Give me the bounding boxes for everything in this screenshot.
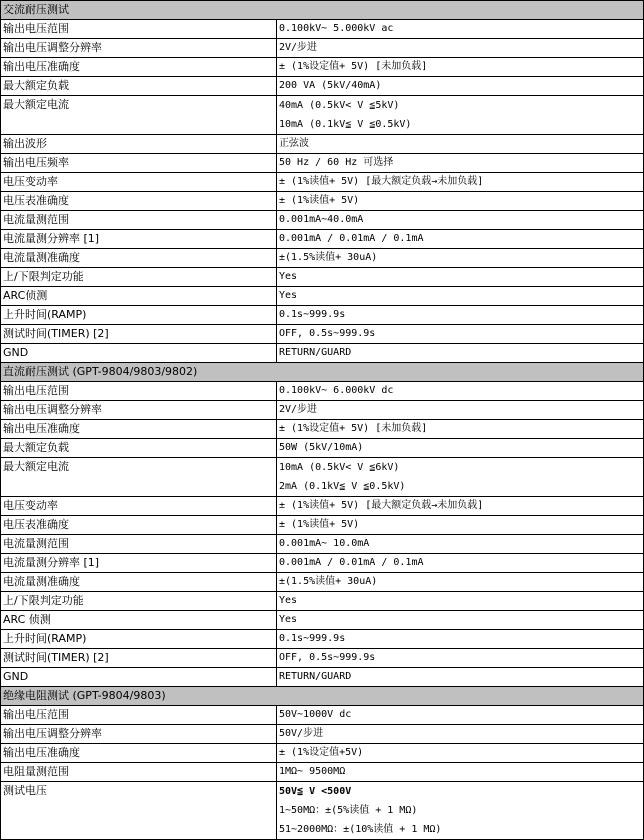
spec-value-line: 10mA (0.1kV≦ V ≦0.5kV) [279, 119, 412, 130]
spec-value: ±(1.5%读值+ 30uA) [277, 573, 644, 592]
spec-value: Yes [277, 611, 644, 630]
spec-row [1, 268, 644, 287]
spec-label: 输出电压准确度 [1, 420, 277, 439]
spec-row [1, 516, 644, 535]
spec-value: ± (1%读值+ 5V) [最大额定负载→未加负载] [277, 497, 644, 516]
spec-value-line: 2mA (0.1kV≦ V ≦0.5kV) [279, 481, 406, 492]
spec-label: 输出波形 [1, 135, 277, 154]
spec-row [1, 135, 644, 154]
spec-value-line: 40mA (0.5kV< V ≦5kV) [279, 100, 400, 111]
spec-label: 上/下限判定功能 [1, 268, 277, 287]
section-title: 绝缘电阻测试 (GPT-9804/9803) [1, 687, 644, 706]
spec-row [1, 611, 644, 630]
spec-value: Yes [277, 287, 644, 306]
spec-label: 上升时间(RAMP) [1, 630, 277, 649]
spec-value: 0.001mA~ 10.0mA [277, 535, 644, 554]
spec-label: 最大额定电流 [1, 96, 277, 135]
spec-row [1, 763, 644, 782]
spec-value: OFF, 0.5s~999.9s [277, 325, 644, 344]
spec-value: 2V/步进 [277, 39, 644, 58]
spec-label: 电流量测准确度 [1, 573, 277, 592]
spec-label: GND [1, 344, 277, 363]
spec-table-body [1, 1, 644, 840]
spec-value: 0.100kV~ 6.000kV dc [277, 382, 644, 401]
spec-label: ARC侦测 [1, 287, 277, 306]
spec-value: 2V/步进 [277, 401, 644, 420]
spec-row [1, 439, 644, 458]
spec-label: 电压变动率 [1, 497, 277, 516]
spec-value: 0.1s~999.9s [277, 630, 644, 649]
spec-row [1, 744, 644, 763]
spec-value: 0.001mA / 0.01mA / 0.1mA [277, 230, 644, 249]
spec-label: GND [1, 668, 277, 687]
spec-value-line: 10mA (0.5kV< V ≦6kV) [279, 462, 400, 473]
spec-row [1, 20, 644, 39]
spec-row [1, 630, 644, 649]
spec-value: 200 VA (5kV/40mA) [277, 77, 644, 96]
spec-label: 电压变动率 [1, 173, 277, 192]
spec-label: 输出电压调整分辨率 [1, 401, 277, 420]
spec-label: 输出电压调整分辨率 [1, 725, 277, 744]
spec-value: ± (1%设定值+ 5V) [未加负载] [277, 58, 644, 77]
spec-value: RETURN/GUARD [277, 344, 644, 363]
spec-value: Yes [277, 268, 644, 287]
spec-label: 输出电压频率 [1, 154, 277, 173]
spec-label: 电流量测范围 [1, 535, 277, 554]
spec-label: 测试时间(TIMER) [2] [1, 325, 277, 344]
spec-value: Yes [277, 592, 644, 611]
spec-label: 电流量测分辨率 [1] [1, 554, 277, 573]
spec-label: 电流量测范围 [1, 211, 277, 230]
spec-row [1, 782, 644, 840]
spec-row [1, 249, 644, 268]
spec-label: ARC 侦测 [1, 611, 277, 630]
spec-value: 50V/步进 [277, 725, 644, 744]
spec-row [1, 401, 644, 420]
spec-row [1, 306, 644, 325]
spec-label: 输出电压调整分辨率 [1, 39, 277, 58]
spec-label: 最大额定负载 [1, 77, 277, 96]
section-header [1, 363, 644, 382]
section-header [1, 687, 644, 706]
spec-row [1, 668, 644, 687]
spec-label: 输出电压准确度 [1, 744, 277, 763]
spec-value-line: 1~50MΩ：±(5%读值 + 1 MΩ) [279, 805, 418, 816]
spec-value: 50V~1000V dc [277, 706, 644, 725]
spec-row [1, 458, 644, 497]
section-title: 直流耐压测试 (GPT-9804/9803/9802) [1, 363, 644, 382]
spec-row [1, 497, 644, 516]
spec-value: 0.001mA / 0.01mA / 0.1mA [277, 554, 644, 573]
spec-value: 0.001mA~40.0mA [277, 211, 644, 230]
spec-value: ±(1.5%读值+ 30uA) [277, 249, 644, 268]
section-title: 交流耐压测试 [1, 1, 644, 20]
spec-row [1, 77, 644, 96]
spec-value [277, 96, 644, 135]
spec-value: ± (1%读值+ 5V) [最大额定负载→未加负载] [277, 173, 644, 192]
spec-value: RETURN/GUARD [277, 668, 644, 687]
spec-value: 50 Hz / 60 Hz 可选择 [277, 154, 644, 173]
spec-label: 上/下限判定功能 [1, 592, 277, 611]
spec-label: 电流量测准确度 [1, 249, 277, 268]
spec-label: 输出电压范围 [1, 706, 277, 725]
section-header [1, 1, 644, 20]
spec-label: 测试时间(TIMER) [2] [1, 649, 277, 668]
spec-value-line: 51~2000MΩ：±(10%读值 + 1 MΩ) [279, 824, 442, 835]
spec-label: 输出电压准确度 [1, 58, 277, 77]
spec-row [1, 420, 644, 439]
spec-value: ± (1%设定值+ 5V) [未加负载] [277, 420, 644, 439]
spec-value: 0.1s~999.9s [277, 306, 644, 325]
spec-label: 上升时间(RAMP) [1, 306, 277, 325]
spec-value: ± (1%设定值+5V) [277, 744, 644, 763]
spec-value: ± (1%读值+ 5V) [277, 516, 644, 535]
spec-value: 50W (5kV/10mA) [277, 439, 644, 458]
spec-label: 电压表准确度 [1, 516, 277, 535]
spec-row [1, 535, 644, 554]
spec-value-line: 50V≦ V <500V [279, 786, 352, 797]
spec-row [1, 173, 644, 192]
spec-label: 输出电压范围 [1, 382, 277, 401]
spec-row [1, 230, 644, 249]
spec-label: 电压表准确度 [1, 192, 277, 211]
spec-row [1, 649, 644, 668]
spec-row [1, 287, 644, 306]
spec-row [1, 58, 644, 77]
spec-row [1, 706, 644, 725]
spec-row [1, 192, 644, 211]
spec-row [1, 344, 644, 363]
spec-value: 1MΩ~ 9500MΩ [277, 763, 644, 782]
spec-value [277, 458, 644, 497]
spec-label: 电阻量测范围 [1, 763, 277, 782]
spec-row [1, 96, 644, 135]
spec-value: 0.100kV~ 5.000kV ac [277, 20, 644, 39]
spec-label: 最大额定负载 [1, 439, 277, 458]
spec-row [1, 211, 644, 230]
spec-row [1, 39, 644, 58]
spec-row [1, 154, 644, 173]
spec-label: 输出电压范围 [1, 20, 277, 39]
spec-label: 最大额定电流 [1, 458, 277, 497]
spec-row [1, 325, 644, 344]
spec-value [277, 782, 644, 840]
spec-value: OFF, 0.5s~999.9s [277, 649, 644, 668]
spec-row [1, 554, 644, 573]
spec-row [1, 592, 644, 611]
spec-row [1, 573, 644, 592]
spec-row [1, 382, 644, 401]
spec-row [1, 725, 644, 744]
spec-label: 测试电压 [1, 782, 277, 840]
spec-value: ± (1%读值+ 5V) [277, 192, 644, 211]
spec-label: 电流量测分辨率 [1] [1, 230, 277, 249]
spec-value: 正弦波 [277, 135, 644, 154]
